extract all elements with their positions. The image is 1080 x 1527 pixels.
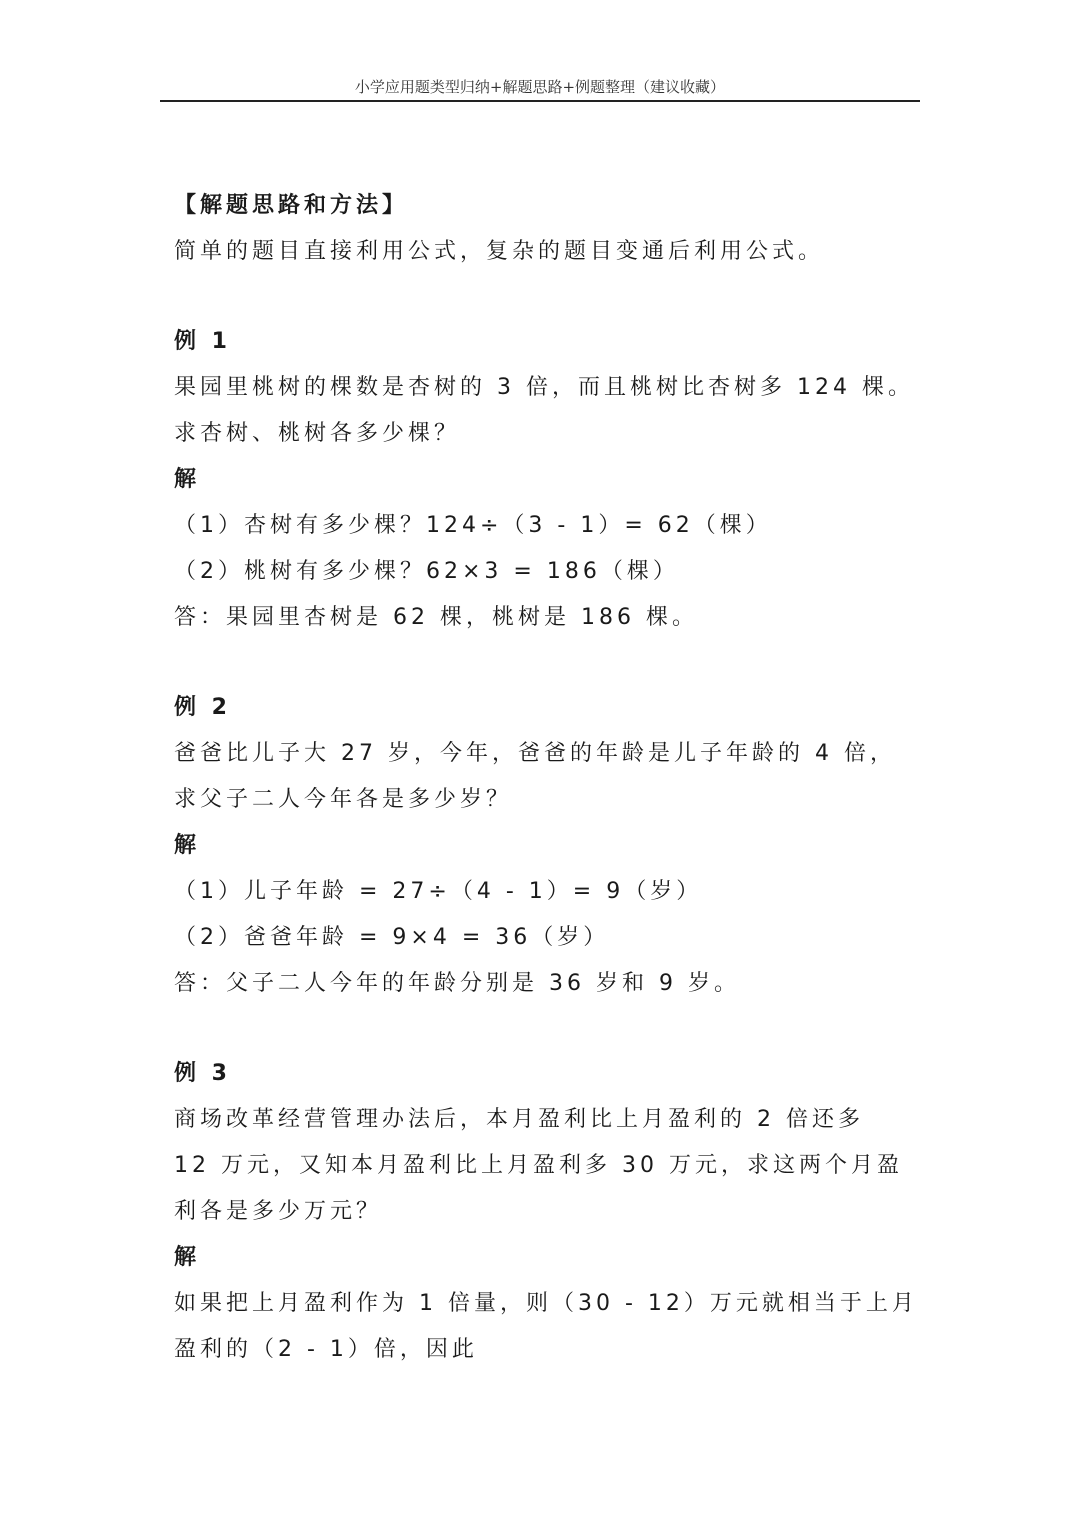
example-2-question-line: 爸爸比儿子大 27 岁，今年，爸爸的年龄是儿子年龄的 4 倍， bbox=[174, 741, 896, 766]
page-content bbox=[174, 183, 918, 1373]
header-rule bbox=[160, 100, 920, 102]
example-1-answer: 答：果园里杏树是 62 棵，桃树是 186 棵。 bbox=[174, 605, 698, 630]
example-1-question-line: 果园里桃树的棵数是杏树的 3 倍，而且桃树比杏树多 124 棵。 bbox=[174, 375, 914, 400]
method-heading: 【解题思路和方法】 bbox=[174, 193, 409, 218]
example-3-title: 例 3 bbox=[174, 1061, 231, 1086]
method-text: 简单的题目直接利用公式，复杂的题目变通后利用公式。 bbox=[174, 239, 825, 264]
example-3-question-line: 12 万元，又知本月盈利比上月盈利多 30 万元，求这两个月盈 bbox=[174, 1153, 903, 1178]
example-3-step: 盈利的（2 - 1）倍，因此 bbox=[174, 1337, 478, 1362]
page-header: 小学应用题类型归纳+解题思路+例题整理（建议收藏） bbox=[354, 78, 726, 96]
example-2-solution-label: 解 bbox=[174, 833, 201, 858]
example-2-answer: 答：父子二人今年的年龄分别是 36 岁和 9 岁。 bbox=[174, 971, 740, 996]
example-1-step: （1）杏树有多少棵？124÷（3 - 1）= 62（棵） bbox=[174, 513, 772, 538]
example-1-solution-label: 解 bbox=[174, 467, 201, 492]
example-1-title: 例 1 bbox=[174, 329, 231, 354]
example-2-step: （2）爸爸年龄 = 9×4 = 36（岁） bbox=[174, 925, 610, 950]
example-1-question-line: 求杏树、桃树各多少棵？ bbox=[174, 421, 461, 446]
example-2-step: （1）儿子年龄 = 27÷（4 - 1）= 9（岁） bbox=[174, 879, 703, 904]
example-3-question-line: 商场改革经营管理办法后，本月盈利比上月盈利的 2 倍还多 bbox=[174, 1107, 864, 1132]
example-2-title: 例 2 bbox=[174, 695, 231, 720]
example-3-step: 如果把上月盈利作为 1 倍量，则（30 - 12）万元就相当于上月 bbox=[174, 1291, 918, 1316]
example-2-question-line: 求父子二人今年各是多少岁？ bbox=[174, 787, 513, 812]
example-3-question-line: 利各是多少万元？ bbox=[174, 1199, 383, 1224]
example-3-solution-label: 解 bbox=[174, 1245, 201, 1270]
example-1-step: （2）桃树有多少棵？62×3 = 186（棵） bbox=[174, 559, 679, 584]
